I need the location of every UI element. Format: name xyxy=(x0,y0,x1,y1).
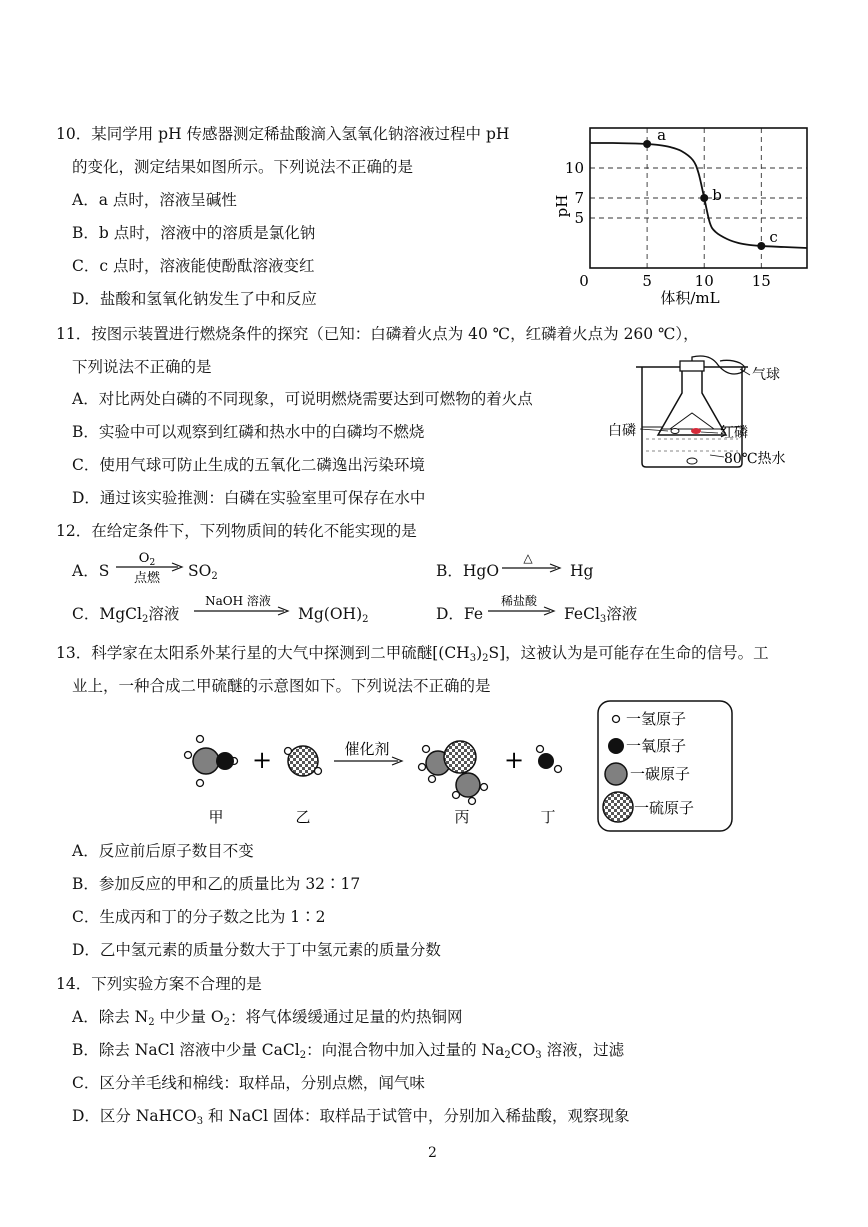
hot-water-label: 80℃热水 xyxy=(724,451,786,467)
atom-legend xyxy=(598,701,732,831)
q13-option-b: B．参加反应的甲和乙的质量比为 32∶17 xyxy=(72,875,361,893)
q10-option-d: D．盐酸和氢氧化钠发生了中和反应 xyxy=(72,290,317,308)
q11-option-b: B．实验中可以观察到红磷和热水中的白磷均不燃烧 xyxy=(72,423,425,441)
x-tick-label: 10 xyxy=(694,272,714,290)
svg-text:+: + xyxy=(251,746,273,774)
svg-text:一硫原子: 一硫原子 xyxy=(634,799,695,817)
svg-text:点燃: 点燃 xyxy=(133,571,161,586)
svg-text:NaOH 溶液: NaOH 溶液 xyxy=(205,594,271,608)
beaker-apparatus xyxy=(600,355,800,475)
y-tick-label: 10 xyxy=(564,159,584,177)
svg-text:一氢原子: 一氢原子 xyxy=(626,710,687,728)
q13-stem-line1: 13．科学家在太阳系外某行星的大气中探测到二甲硫醚$[(CH_3)_2S]$，这被认为是可能存在生命的信号。工 xyxy=(56,644,769,664)
q14-option-b: B．除去 NaCl 溶液中少量 CaCl$_2$：向混合物中加入过量的 $Na_2CO_3$ 溶液，过滤 xyxy=(72,1041,625,1061)
svg-text:一氧原子: 一氧原子 xyxy=(626,737,687,755)
q10-option-c: C．c 点时，溶液能使酚酞溶液变红 xyxy=(72,257,315,275)
chart-ylabel: pH xyxy=(553,194,571,218)
molecule-diagram xyxy=(170,695,810,840)
svg-text:一碳原子: 一碳原子 xyxy=(630,765,691,783)
molecule-ding xyxy=(537,746,562,773)
q12-b-arrow xyxy=(500,548,564,578)
q12-option-d: D．Fe xyxy=(436,605,484,623)
point-label-c: c xyxy=(769,228,778,246)
q13-option-c: C．生成丙和丁的分子数之比为 1∶2 xyxy=(72,908,326,926)
q11-option-d: D．通过该实验推测：白磷在实验室里可保存在水中 xyxy=(72,489,426,507)
molecule-jia xyxy=(185,736,238,787)
q11-option-c: C．使用气球可防止生成的五氧化二磷逸出污染环境 xyxy=(72,456,425,474)
q10-option-b: B．b 点时，溶液中的溶质是氯化钠 xyxy=(72,224,316,242)
point-label-b: b xyxy=(712,186,722,204)
q14-option-a: A．除去 $N_2$ 中少量 $O_2$：将气体缓缓通过足量的灼热铜网 xyxy=(72,1008,463,1028)
point-c xyxy=(757,242,765,250)
q11-option-a: A．对比两处白磷的不同现象，可说明燃烧需要达到可燃物的着火点 xyxy=(72,390,533,408)
q12-stem: 12．在给定条件下，下列物质间的转化不能实现的是 xyxy=(56,522,417,540)
q12-c-product: $Mg(OH)_2$ xyxy=(298,605,369,625)
q12-option-a: A．S xyxy=(72,562,110,580)
point-a xyxy=(643,140,651,148)
q12-d-arrow xyxy=(486,590,558,620)
balloon-label: 气球 xyxy=(752,367,780,383)
flask xyxy=(658,369,726,435)
q12-option-c: C．MgCl$_2$溶液 xyxy=(72,605,180,625)
q12-option-b: B．HgO xyxy=(436,562,500,580)
q10-stem-line1: 10．某同学用 pH 传感器测定稀盐酸滴入氢氧化钠溶液过程中 pH xyxy=(56,125,510,143)
point-b xyxy=(700,194,708,202)
white-phosphorus-label: 白磷 xyxy=(608,423,636,439)
name-jia: 甲 xyxy=(208,808,224,826)
name-ding: 丁 xyxy=(540,808,556,826)
q11-stem-line1: 11．按图示装置进行燃烧条件的探究（已知：白磷着火点为 40 ℃，红磷着火点为 260 ℃）， xyxy=(56,325,699,343)
q12-d-product: FeCl$_3$溶液 xyxy=(564,605,638,625)
q10-option-a: A．a 点时，溶液呈碱性 xyxy=(72,191,237,209)
name-yi: 乙 xyxy=(295,808,311,826)
y-tick-label: 7 xyxy=(574,189,584,207)
q14-option-c: C．区分羊毛线和棉线：取样品，分别点燃，闻气味 xyxy=(72,1074,425,1092)
page-number: 2 xyxy=(428,1145,437,1161)
q12-a-product: $SO_2$ xyxy=(188,562,218,582)
svg-text:催化剂: 催化剂 xyxy=(344,740,390,758)
x-tick-label: 15 xyxy=(751,272,771,290)
q14-option-d: D．区分 NaHCO$_3$ 和 NaCl 固体：取样品于试管中，分别加入稀盐酸，观察现象 xyxy=(72,1107,630,1127)
q13-option-a: A．反应前后原子数目不变 xyxy=(72,842,254,860)
q12-a-arrow xyxy=(114,548,186,588)
red-phosphorus xyxy=(691,428,701,434)
q11-stem-line2: 下列说法不正确的是 xyxy=(72,358,212,376)
svg-text:稀盐酸: 稀盐酸 xyxy=(500,594,538,608)
q14-stem: 14．下列实验方案不合理的是 xyxy=(56,975,262,993)
q12-c-arrow xyxy=(192,590,292,620)
x-tick-label: 0 xyxy=(579,272,589,290)
chart-xlabel: 体积/mL xyxy=(660,289,720,307)
q13-option-d: D．乙中氢元素的质量分数大于丁中氢元素的质量分数 xyxy=(72,941,441,959)
x-tick-label: 5 xyxy=(642,272,652,290)
svg-text:O2: $O_2$ xyxy=(138,551,156,568)
q13-stem-line2: 业上，一种合成二甲硫醚的示意图如下。下列说法不正确的是 xyxy=(72,677,491,695)
q10-stem-line2: 的变化，测定结果如图所示。下列说法不正确的是 xyxy=(72,158,414,176)
molecule-bing xyxy=(419,741,488,805)
svg-text:△: △ xyxy=(523,551,533,565)
ph-chart xyxy=(545,118,815,310)
white-phosphorus-water xyxy=(687,458,697,464)
q12-b-product: Hg xyxy=(570,562,594,580)
svg-text:+: + xyxy=(503,746,525,774)
point-label-a: a xyxy=(657,126,667,144)
molecule-yi xyxy=(285,746,322,776)
name-bing: 丙 xyxy=(454,808,470,826)
y-tick-label: 5 xyxy=(574,209,584,227)
red-phosphorus-label: 红磷 xyxy=(720,425,748,441)
